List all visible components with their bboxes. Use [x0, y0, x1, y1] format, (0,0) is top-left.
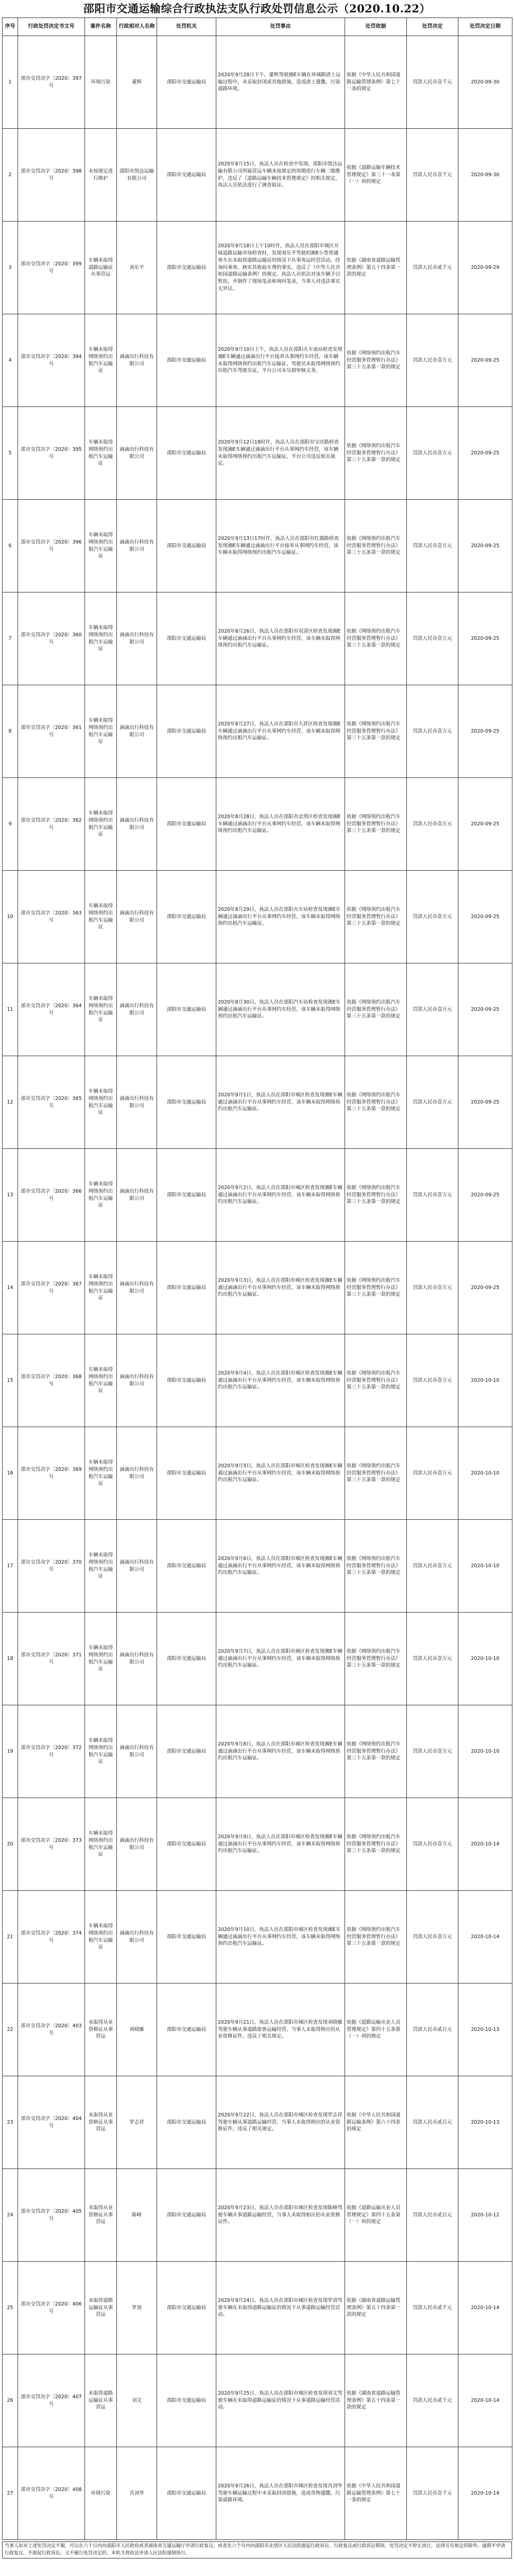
header-reason: 处罚事由 [216, 18, 345, 36]
cell-case: 车辆未取得网络预约出租汽车运输证 [85, 1334, 117, 1427]
cell-basis: 依据《道路运输从业人员管理规定》第四十五条第（一）项的规定 [345, 1984, 407, 2076]
cell-org: 邵阳市交通运输局 [157, 1056, 216, 1149]
cell-party: 滴滴出行科技有限公司 [117, 1798, 157, 1891]
cell-date: 2020-09-25 [458, 592, 512, 685]
cell-no: 10 [3, 871, 18, 963]
penalty-table [2, 18, 512, 2540]
cell-doc: 邵市交罚决字〔2020〕372号 [18, 1705, 85, 1798]
table-row [3, 2447, 512, 2540]
cell-org: 邵阳市交通运输局 [157, 1891, 216, 1984]
cell-doc: 邵市交罚决字〔2020〕365号 [18, 1056, 85, 1149]
cell-case: 未取得道路运输证从事营运 [85, 2262, 117, 2354]
cell-doc: 邵市交罚决字〔2020〕373号 [18, 1798, 85, 1891]
cell-decision: 罚款人民币贰百元 [407, 2076, 458, 2169]
cell-decision: 罚款人民币壹万元 [407, 1891, 458, 1984]
cell-reason: 2020年9月6日，执法人员在邵阳市城区检查发现湘E车辆通过滴滴出行平台从事网约车经营，该车辆未取得网络预约出租汽车运输证。 [216, 1520, 345, 1613]
cell-decision: 罚款人民币壹万元 [407, 1705, 458, 1798]
cell-doc: 邵市交罚决字〔2020〕370号 [18, 1520, 85, 1613]
cell-date: 2020-10-10 [458, 1334, 512, 1427]
cell-decision: 罚款人民币贰百元 [407, 1984, 458, 2076]
cell-party: 滴滴出行科技有限公司 [117, 407, 157, 500]
cell-decision: 罚款人民币壹万元 [407, 1613, 458, 1705]
cell-no: 21 [3, 1891, 18, 1984]
table-row [3, 1520, 512, 1613]
header-date: 处罚决定日期 [458, 18, 512, 36]
cell-decision: 罚款人民币壹万元 [407, 1149, 458, 1242]
cell-no: 9 [3, 778, 18, 871]
table-row [3, 1798, 512, 1891]
cell-org: 邵阳市交通运输局 [157, 1520, 216, 1613]
cell-decision: 罚款人民币贰千元 [407, 2262, 458, 2354]
cell-decision: 罚款人民币壹万元 [407, 1520, 458, 1613]
cell-no: 23 [3, 2076, 18, 2169]
cell-org: 邵阳市交通运输局 [157, 592, 216, 685]
cell-decision: 罚款人民币壹万元 [407, 592, 458, 685]
cell-date: 2020-09-30 [458, 36, 512, 129]
cell-case: 车辆未取得网络预约出租汽车运输证 [85, 1891, 117, 1984]
cell-date: 2020-09-25 [458, 871, 512, 963]
table-row [3, 2076, 512, 2169]
cell-date: 2020-09-25 [458, 407, 512, 500]
cell-date: 2020-10-14 [458, 2262, 512, 2354]
cell-case: 车辆未取得网络预约出租汽车运输证 [85, 1056, 117, 1149]
cell-date: 2020-10-10 [458, 1520, 512, 1613]
cell-doc: 邵市交罚决字〔2020〕408号 [18, 2447, 85, 2540]
cell-doc: 邵市交罚决字〔2020〕397号 [18, 36, 85, 129]
table-row [3, 36, 512, 129]
cell-doc: 邵市交罚决字〔2020〕405号 [18, 2169, 85, 2262]
cell-date: 2020-09-25 [458, 685, 512, 778]
cell-reason: 2020年9月13日17时许，执法人员在邵阳市红旗路检查发现湘E车辆通过滴滴出行平台接单从事网约车经营，该车辆未取得网络预约出租汽车运输证。 [216, 500, 345, 592]
table-row [3, 129, 512, 222]
cell-reason: 2020年9月12日18时许，执法人员在邵阳市宝庆路检查发现湘E车辆通过滴滴出行平台从事网约车经营，该车辆未取得网络预约出租汽车运输证，平台公司违反相关规定。 [216, 407, 345, 500]
cell-no: 2 [3, 129, 18, 222]
cell-no: 15 [3, 1334, 18, 1427]
cell-doc: 邵市交罚决字〔2020〕367号 [18, 1242, 85, 1334]
cell-date: 2020-09-29 [458, 222, 512, 314]
cell-date: 2020-09-25 [458, 778, 512, 871]
cell-reason: 2020年8月29日，执法人员在邵阳火车站检查发现湘E车辆通过滴滴出行平台从事网约车经营，该车辆未取得网络预约出租汽车运输证。 [216, 871, 345, 963]
cell-decision: 罚款人民币壹万元 [407, 1334, 458, 1427]
cell-basis: 依据《湖南省道路运输管理条例》第五十四条第一款的规定 [345, 2354, 407, 2447]
cell-org: 邵阳市交通运输局 [157, 500, 216, 592]
table-row [3, 1427, 512, 1520]
cell-case: 车辆未取得网络预约出租汽车运输证 [85, 407, 117, 500]
cell-basis: 依据《网络预约出租汽车经营服务管理暂行办法》第三十五条第一款的规定 [345, 407, 407, 500]
cell-date: 2020-09-25 [458, 963, 512, 1056]
cell-doc: 邵市交罚决字〔2020〕371号 [18, 1613, 85, 1705]
cell-org: 邵阳市交通运输局 [157, 2169, 216, 2262]
cell-doc: 邵市交罚决字〔2020〕399号 [18, 222, 85, 314]
cell-doc: 邵市交罚决字〔2020〕362号 [18, 778, 85, 871]
cell-doc: 邵市交罚决字〔2020〕363号 [18, 871, 85, 963]
cell-basis: 依据《网络预约出租汽车经营服务管理暂行办法》第三十五条第一款的规定 [345, 685, 407, 778]
cell-no: 27 [3, 2447, 18, 2540]
cell-date: 2020-09-25 [458, 500, 512, 592]
cell-org: 邵阳市交通运输局 [157, 685, 216, 778]
cell-doc: 邵市交罚决字〔2020〕361号 [18, 685, 85, 778]
cell-reason: 2020年9月26日，执法人员在邵阳市城区检查发现肖剑华驾驶车辆运输过程中未采取封闭措施，造成货物遗撒，污染道路环境。 [216, 2447, 345, 2540]
cell-date: 2020-10-13 [458, 1984, 512, 2076]
cell-date: 2020-10-10 [458, 1705, 512, 1798]
table-row [3, 592, 512, 685]
cell-doc: 邵市交罚决字〔2020〕406号 [18, 2262, 85, 2354]
cell-no: 25 [3, 2262, 18, 2354]
cell-basis: 依据《网络预约出租汽车经营服务管理暂行办法》第三十五条第一款的规定 [345, 1520, 407, 1613]
page-title: 邵阳市交通运输综合行政执法支队行政处罚信息公示（2020.10.22） [83, 2, 431, 15]
cell-basis: 依据《中华人民共和国道路运输管理条例》第七十一条的规定 [345, 2447, 407, 2540]
cell-reason: 2020年9月23日，执法人员在邵阳市城区检查发现陈峰驾驶车辆从事道路运输经营，当事人未取得相应的从业资格证件。 [216, 2169, 345, 2262]
cell-case: 车辆未取得网络预约出租汽车运输证 [85, 1427, 117, 1520]
cell-case: 车辆未取得网络预约出租汽车运输证 [85, 963, 117, 1056]
cell-party: 滴滴出行科技有限公司 [117, 1427, 157, 1520]
cell-reason: 2020年9月8日，执法人员在邵阳市城区检查发现湘E车辆通过滴滴出行平台从事网约车经营，该车辆未取得网络预约出租汽车运输证。 [216, 1705, 345, 1798]
cell-basis: 依据《网络预约出租汽车经营服务管理暂行办法》第三十五条第一款的规定 [345, 1427, 407, 1520]
cell-date: 2020-09-25 [458, 1149, 512, 1242]
cell-date: 2020-10-14 [458, 1798, 512, 1891]
header-basis: 处罚依据 [345, 18, 407, 36]
cell-no: 11 [3, 963, 18, 1056]
cell-date: 2020-09-25 [458, 1056, 512, 1149]
cell-party: 刘乐平 [117, 222, 157, 314]
cell-no: 16 [3, 1427, 18, 1520]
cell-basis: 依据《网络预约出租汽车经营服务管理暂行办法》第三十五条第一款的规定 [345, 1798, 407, 1891]
table-row [3, 1056, 512, 1149]
cell-reason: 2020年8月15日，执法人员在检查中发现，邵阳市凯达运输有限公司所属营运车辆未按规定的周期进行车辆二级维护，违反了《道路运输车辆技术管理规定》的相关规定，执法人员依法进行了调查取证。 [216, 129, 345, 222]
cell-org: 邵阳市交通运输局 [157, 871, 216, 963]
cell-basis: 依据《网络预约出租汽车经营服务管理暂行办法》第三十五条第一款的规定 [345, 1705, 407, 1798]
table-row [3, 1334, 512, 1427]
cell-party: 肖剑华 [117, 2447, 157, 2540]
cell-date: 2020-10-10 [458, 1427, 512, 1520]
cell-reason: 2020年9月28日下午，董辉驾驶湘E车辆在环城路渣土运输过程中，未采取封闭或其他措施，造成渣土遗撒，污染道路环境。 [216, 36, 345, 129]
cell-no: 20 [3, 1798, 18, 1891]
cell-party: 滴滴出行科技有限公司 [117, 1242, 157, 1334]
cell-decision: 罚款人民币壹万元 [407, 963, 458, 1056]
cell-case: 车辆未取得网络预约出租汽车运输证 [85, 778, 117, 871]
cell-doc: 邵市交罚决字〔2020〕396号 [18, 500, 85, 592]
cell-no: 17 [3, 1520, 18, 1613]
cell-basis: 依据《网络预约出租汽车经营服务管理暂行办法》第三十五条第一款的规定 [345, 1242, 407, 1334]
cell-basis: 依据《网络预约出租汽车经营服务管理暂行办法》第三十五条第一款的规定 [345, 500, 407, 592]
cell-case: 车辆未取得网络预约出租汽车运输证 [85, 685, 117, 778]
cell-reason: 2020年8月30日，执法人员在邵阳汽车站检查发现湘E车辆通过滴滴出行平台从事网约车经营，该车辆未取得网络预约出租汽车运输证。 [216, 963, 345, 1056]
cell-basis: 依据《道路运输从业人员管理规定》第四十五条第（一）项的规定 [345, 2169, 407, 2262]
cell-decision: 罚款人民币贰千元 [407, 222, 458, 314]
cell-basis: 依据《湖南省道路运输管理条例》第五十四条第一款的规定 [345, 2262, 407, 2354]
cell-basis: 依据《网络预约出租汽车经营服务管理暂行办法》第三十五条第一款的规定 [345, 1891, 407, 1984]
cell-party: 滴滴出行科技有限公司 [117, 500, 157, 592]
cell-party: 刘晓雁 [117, 1984, 157, 2076]
table-row [3, 2169, 512, 2262]
header-case: 案件名称 [85, 18, 117, 36]
cell-org: 邵阳市交通运输局 [157, 2354, 216, 2447]
cell-no: 26 [3, 2354, 18, 2447]
cell-doc: 邵市交罚决字〔2020〕403号 [18, 1984, 85, 2076]
cell-case: 车辆未取得网络预约出租汽车运输证 [85, 500, 117, 592]
cell-case: 环境污染 [85, 36, 117, 129]
cell-decision: 罚款人民币壹千元 [407, 129, 458, 222]
cell-basis: 依据《网络预约出租汽车经营服务管理暂行办法》第三十五条第一款的规定 [345, 1334, 407, 1427]
cell-doc: 邵市交罚决字〔2020〕404号 [18, 2076, 85, 2169]
cell-org: 邵阳市交通运输局 [157, 2262, 216, 2354]
cell-party: 滴滴出行科技有限公司 [117, 1891, 157, 1984]
cell-case: 未取得道路运输证从事营运 [85, 2354, 117, 2447]
cell-org: 邵阳市交通运输局 [157, 129, 216, 222]
cell-date: 2020-10-14 [458, 1891, 512, 1984]
cell-reason: 2020年9月5日，执法人员在邵阳市城区检查发现湘E车辆通过滴滴出行平台从事网约车经营，该车辆未取得网络预约出租汽车运输证。 [216, 1427, 345, 1520]
cell-party: 刘文 [117, 2354, 157, 2447]
cell-doc: 邵市交罚决字〔2020〕369号 [18, 1427, 85, 1520]
cell-decision: 罚款人民币壹千元 [407, 2447, 458, 2540]
cell-org: 邵阳市交通运输局 [157, 778, 216, 871]
table-row [3, 2262, 512, 2354]
cell-case: 环境污染 [85, 2447, 117, 2540]
table-body [3, 36, 512, 2540]
cell-org: 邵阳市交通运输局 [157, 407, 216, 500]
cell-date: 2020-10-12 [458, 2169, 512, 2262]
table-row [3, 1613, 512, 1705]
cell-decision: 罚款人民币贰百元 [407, 2169, 458, 2262]
cell-org: 邵阳市交通运输局 [157, 222, 216, 314]
cell-org: 邵阳市交通运输局 [157, 1427, 216, 1520]
table-row [3, 2354, 512, 2447]
cell-no: 8 [3, 685, 18, 778]
cell-org: 邵阳市交通运输局 [157, 1149, 216, 1242]
table-row [3, 1149, 512, 1242]
cell-org: 邵阳市交通运输局 [157, 36, 216, 129]
cell-basis: 依据《网络预约出租汽车经营服务管理暂行办法》第三十五条第一款的规定 [345, 778, 407, 871]
cell-reason: 2020年9月25日，执法人员在邵阳市城区检查发现刘文驾驶车辆在未取得道路运输证的情况下从事道路运输经营活动。 [216, 2354, 345, 2447]
cell-reason: 2020年9月9日，执法人员在邵阳市城区检查发现湘E车辆通过滴滴出行平台从事网约车经营，该车辆未取得网络预约出租汽车运输证。 [216, 1798, 345, 1891]
cell-case: 车辆未取得网络预约出租汽车运输证 [85, 1613, 117, 1705]
cell-basis: 依据《网络预约出租汽车经营服务管理暂行办法》第三十五条第一款的规定 [345, 592, 407, 685]
cell-party: 滴滴出行科技有限公司 [117, 1149, 157, 1242]
cell-case: 车辆未取得网络预约出租汽车运输证 [85, 1798, 117, 1891]
cell-party: 滴滴出行科技有限公司 [117, 592, 157, 685]
cell-decision: 罚款人民币壹千元 [407, 36, 458, 129]
cell-case: 车辆未取得网络预约出租汽车运输证 [85, 1149, 117, 1242]
cell-no: 4 [3, 314, 18, 407]
cell-decision: 罚款人民币壹万元 [407, 1427, 458, 1520]
cell-case: 未取得从业资格证从事营运 [85, 1984, 117, 2076]
cell-party: 滴滴出行科技有限公司 [117, 963, 157, 1056]
cell-reason: 2020年9月24日，执法人员在邵阳市城区检查发现罗劲驾驶车辆在未取得道路运输证的情况下从事道路运输经营活动。 [216, 2262, 345, 2354]
cell-org: 邵阳市交通运输局 [157, 1242, 216, 1334]
table-header-row [3, 18, 512, 36]
cell-reason: 2020年9月3日，执法人员在邵阳市城区检查发现湘E车辆通过滴滴出行平台从事网约车经营，该车辆未取得网络预约出租汽车运输证。 [216, 1242, 345, 1334]
cell-party: 陈峰 [117, 2169, 157, 2262]
cell-basis: 依据《网络预约出租汽车经营服务管理暂行办法》第三十五条第一款的规定 [345, 314, 407, 407]
cell-org: 邵阳市交通运输局 [157, 963, 216, 1056]
cell-decision: 罚款人民币壹万元 [407, 314, 458, 407]
cell-basis: 依据《网络预约出租汽车经营服务管理暂行办法》第三十五条第一款的规定 [345, 963, 407, 1056]
cell-reason: 2020年9月18日上午10时许，执法人员在邵阳市城区开展道路运输市场检查时，发现刘乐平驾驶的湘E小型普通客车在未取得道路运输证的情况下从事客运经营活动，经询问乘客，核实其收取车费的事实，违反了《中华人民共和国道路运输条例》的规定。执法人员依法对该车辆予以暂扣，并制作了现场笔录和询问笔录，当事人对违法事实无异议。 [216, 222, 345, 314]
cell-party: 滴滴出行科技有限公司 [117, 1334, 157, 1427]
table-row [3, 222, 512, 314]
cell-case: 未取得从业资格证从事营运 [85, 2076, 117, 2169]
table-row [3, 314, 512, 407]
cell-party: 邵阳市凯达运输有限公司 [117, 129, 157, 222]
cell-reason: 2020年9月2日，执法人员在邵阳市城区检查发现湘E车辆通过滴滴出行平台从事网约车经营，该车辆未取得网络预约出租汽车运输证。 [216, 1149, 345, 1242]
cell-basis: 依据《中华人民共和国道路运输管理条例》第七十一条的规定 [345, 36, 407, 129]
cell-no: 24 [3, 2169, 18, 2262]
cell-party: 滴滴出行科技有限公司 [117, 314, 157, 407]
cell-doc: 邵市交罚决字〔2020〕360号 [18, 592, 85, 685]
cell-org: 邵阳市交通运输局 [157, 1334, 216, 1427]
table-row [3, 1242, 512, 1334]
cell-no: 1 [3, 36, 18, 129]
cell-party: 滴滴出行科技有限公司 [117, 685, 157, 778]
cell-no: 13 [3, 1149, 18, 1242]
cell-decision: 罚款人民币壹万元 [407, 407, 458, 500]
cell-doc: 邵市交罚决字〔2020〕366号 [18, 1149, 85, 1242]
cell-party: 滴滴出行科技有限公司 [117, 1520, 157, 1613]
cell-org: 邵阳市交通运输局 [157, 1984, 216, 2076]
cell-case: 车辆未取得网络预约出租汽车运输证 [85, 1242, 117, 1334]
cell-reason: 2020年9月7日，执法人员在邵阳市城区检查发现湘E车辆通过滴滴出行平台从事网约车经营，该车辆未取得网络预约出租汽车运输证。 [216, 1613, 345, 1705]
table-row [3, 500, 512, 592]
cell-decision: 罚款人民币壹万元 [407, 871, 458, 963]
cell-reason: 2020年8月26日，执法人员在邵阳市双清区检查发现湘E车辆通过滴滴出行平台从事网约车经营，该车辆未取得网络预约出租汽车运输证。 [216, 592, 345, 685]
cell-org: 邵阳市交通运输局 [157, 314, 216, 407]
cell-case: 车辆未取得网络预约出租汽车运输证 [85, 592, 117, 685]
cell-decision: 罚款人民币壹万元 [407, 500, 458, 592]
cell-doc: 邵市交罚决字〔2020〕395号 [18, 407, 85, 500]
cell-case: 车辆未取得道路运输证从事营运 [85, 222, 117, 314]
cell-date: 2020-10-14 [458, 2354, 512, 2447]
table-row [3, 1705, 512, 1798]
cell-no: 22 [3, 1984, 18, 2076]
cell-org: 邵阳市交通运输局 [157, 1798, 216, 1891]
cell-basis: 依据《中华人民共和国道路运输条例》第六十四条的规定 [345, 2076, 407, 2169]
cell-basis: 依据《网络预约出租汽车经营服务管理暂行办法》第三十五条第一款的规定 [345, 1056, 407, 1149]
cell-party: 滴滴出行科技有限公司 [117, 871, 157, 963]
footer-note: 当事人如对上述处罚决定不服，可以在六十日内向邵阳市人民政府或者湖南省交通运输厅申请行政复议，或者在六个月内向邵阳市北塔区人民法院提起行政诉讼。行政复议或行政诉讼期间，处罚决定不停止执行，法律另有规定的除外。逾期不申请行政复议，不提起行政诉讼，又不履行处罚决定的，本机关将依法申请人民法院强制执行。 [2, 2541, 512, 2558]
cell-decision: 罚款人民币壹万元 [407, 1056, 458, 1149]
cell-party: 罗志祥 [117, 2076, 157, 2169]
cell-org: 邵阳市交通运输局 [157, 2076, 216, 2169]
header-no: 序号 [3, 18, 18, 36]
table-row [3, 963, 512, 1056]
cell-reason: 2020年9月22日，执法人员在邵阳市城区检查发现罗志祥驾驶车辆从事道路运输经营，当事人未取得相应的从业资格证件，违反了相关规定。 [216, 2076, 345, 2169]
cell-reason: 2020年9月1日，执法人员在邵阳市城区检查发现湘E车辆通过滴滴出行平台从事网约车经营，该车辆未取得网络预约出租汽车运输证。 [216, 1056, 345, 1149]
cell-party: 滴滴出行科技有限公司 [117, 1056, 157, 1149]
cell-party: 滴滴出行科技有限公司 [117, 1613, 157, 1705]
cell-basis: 依据《道路运输车辆技术管理规定》第三十一条第（一）项的规定 [345, 129, 407, 222]
table-row [3, 1984, 512, 2076]
header-doc: 行政处罚决定书文号 [18, 18, 85, 36]
cell-party: 滴滴出行科技有限公司 [117, 1705, 157, 1798]
cell-decision: 罚款人民币壹万元 [407, 1798, 458, 1891]
cell-reason: 2020年9月4日，执法人员在邵阳市城区检查发现湘E车辆通过滴滴出行平台从事网约车经营，该车辆未取得网络预约出租汽车运输证。 [216, 1334, 345, 1427]
cell-reason: 2020年9月10日，执法人员在邵阳市城区检查发现湘E车辆通过滴滴出行平台从事网约车经营，该车辆未取得网络预约出租汽车运输证。 [216, 1891, 345, 1984]
cell-no: 5 [3, 407, 18, 500]
cell-no: 12 [3, 1056, 18, 1149]
cell-case: 未按规定进行维护 [85, 129, 117, 222]
cell-org: 邵阳市交通运输局 [157, 1613, 216, 1705]
cell-date: 2020-09-30 [458, 129, 512, 222]
cell-no: 19 [3, 1705, 18, 1798]
cell-reason: 2020年9月21日，执法人员在邵阳市城区检查发现刘晓雁驾驶车辆从事道路旅客运输经营，当事人未取得相应的从业资格证件，违反了相关规定。 [216, 1984, 345, 2076]
cell-decision: 罚款人民币贰千元 [407, 2354, 458, 2447]
cell-decision: 罚款人民币壹万元 [407, 685, 458, 778]
header-decision: 处罚决定 [407, 18, 458, 36]
cell-party: 滴滴出行科技有限公司 [117, 778, 157, 871]
cell-decision: 罚款人民币壹万元 [407, 778, 458, 871]
cell-no: 7 [3, 592, 18, 685]
cell-doc: 邵市交罚决字〔2020〕394号 [18, 314, 85, 407]
cell-doc: 邵市交罚决字〔2020〕364号 [18, 963, 85, 1056]
cell-date: 2020-10-10 [458, 1613, 512, 1705]
cell-doc: 邵市交罚决字〔2020〕407号 [18, 2354, 85, 2447]
cell-case: 车辆未取得网络预约出租汽车运输证 [85, 1705, 117, 1798]
cell-party: 罗劲 [117, 2262, 157, 2354]
cell-date: 2020-10-14 [458, 2447, 512, 2540]
header-org: 处罚机关 [157, 18, 216, 36]
cell-case: 车辆未取得网络预约出租汽车运输证 [85, 871, 117, 963]
cell-date: 2020-09-25 [458, 314, 512, 407]
cell-party: 董辉 [117, 36, 157, 129]
table-row [3, 407, 512, 500]
cell-basis: 依据《网络预约出租汽车经营服务管理暂行办法》第三十五条第一款的规定 [345, 1613, 407, 1705]
cell-decision: 罚款人民币壹万元 [407, 1242, 458, 1334]
cell-doc: 邵市交罚决字〔2020〕398号 [18, 129, 85, 222]
cell-org: 邵阳市交通运输局 [157, 1705, 216, 1798]
cell-date: 2020-10-13 [458, 2076, 512, 2169]
cell-basis: 依据《网络预约出租汽车经营服务管理暂行办法》第三十五条第一款的规定 [345, 871, 407, 963]
cell-basis: 依据《湖南省道路运输管理条例》第五十四条第一款的规定 [345, 222, 407, 314]
cell-case: 车辆未取得网络预约出租汽车运输证 [85, 314, 117, 407]
cell-reason: 2020年9月10日上午，执法人员在邵阳火车南站检查发现湘E车辆通过滴滴出行平台接单从事网约车经营，该车辆未取得网络预约出租汽车运输证，驾驶员未取得网络预约出租汽车驾驶员证，平台公司未尽到审核义务。 [216, 314, 345, 407]
cell-reason: 2020年8月28日，执法人员在邵阳市北塔区检查发现湘E车辆通过滴滴出行平台从事网约车经营，该车辆未取得网络预约出租汽车运输证。 [216, 778, 345, 871]
cell-doc: 邵市交罚决字〔2020〕368号 [18, 1334, 85, 1427]
cell-no: 14 [3, 1242, 18, 1334]
table-row [3, 1891, 512, 1984]
table-row [3, 778, 512, 871]
cell-no: 6 [3, 500, 18, 592]
cell-case: 车辆未取得网络预约出租汽车运输证 [85, 1520, 117, 1613]
header-party: 行政相对人名称 [117, 18, 157, 36]
cell-reason: 2020年8月27日，执法人员在邵阳市大祥区检查发现湘E车辆通过滴滴出行平台从事网约车经营，该车辆未取得网络预约出租汽车运输证。 [216, 685, 345, 778]
cell-org: 邵阳市交通运输局 [157, 2447, 216, 2540]
cell-doc: 邵市交罚决字〔2020〕374号 [18, 1891, 85, 1984]
table-row [3, 685, 512, 778]
cell-no: 3 [3, 222, 18, 314]
cell-no: 18 [3, 1613, 18, 1705]
table-row [3, 871, 512, 963]
cell-case: 未取得从业资格证从事营运 [85, 2169, 117, 2262]
cell-basis: 依据《网络预约出租汽车经营服务管理暂行办法》第三十五条第一款的规定 [345, 1149, 407, 1242]
cell-date: 2020-09-25 [458, 1242, 512, 1334]
